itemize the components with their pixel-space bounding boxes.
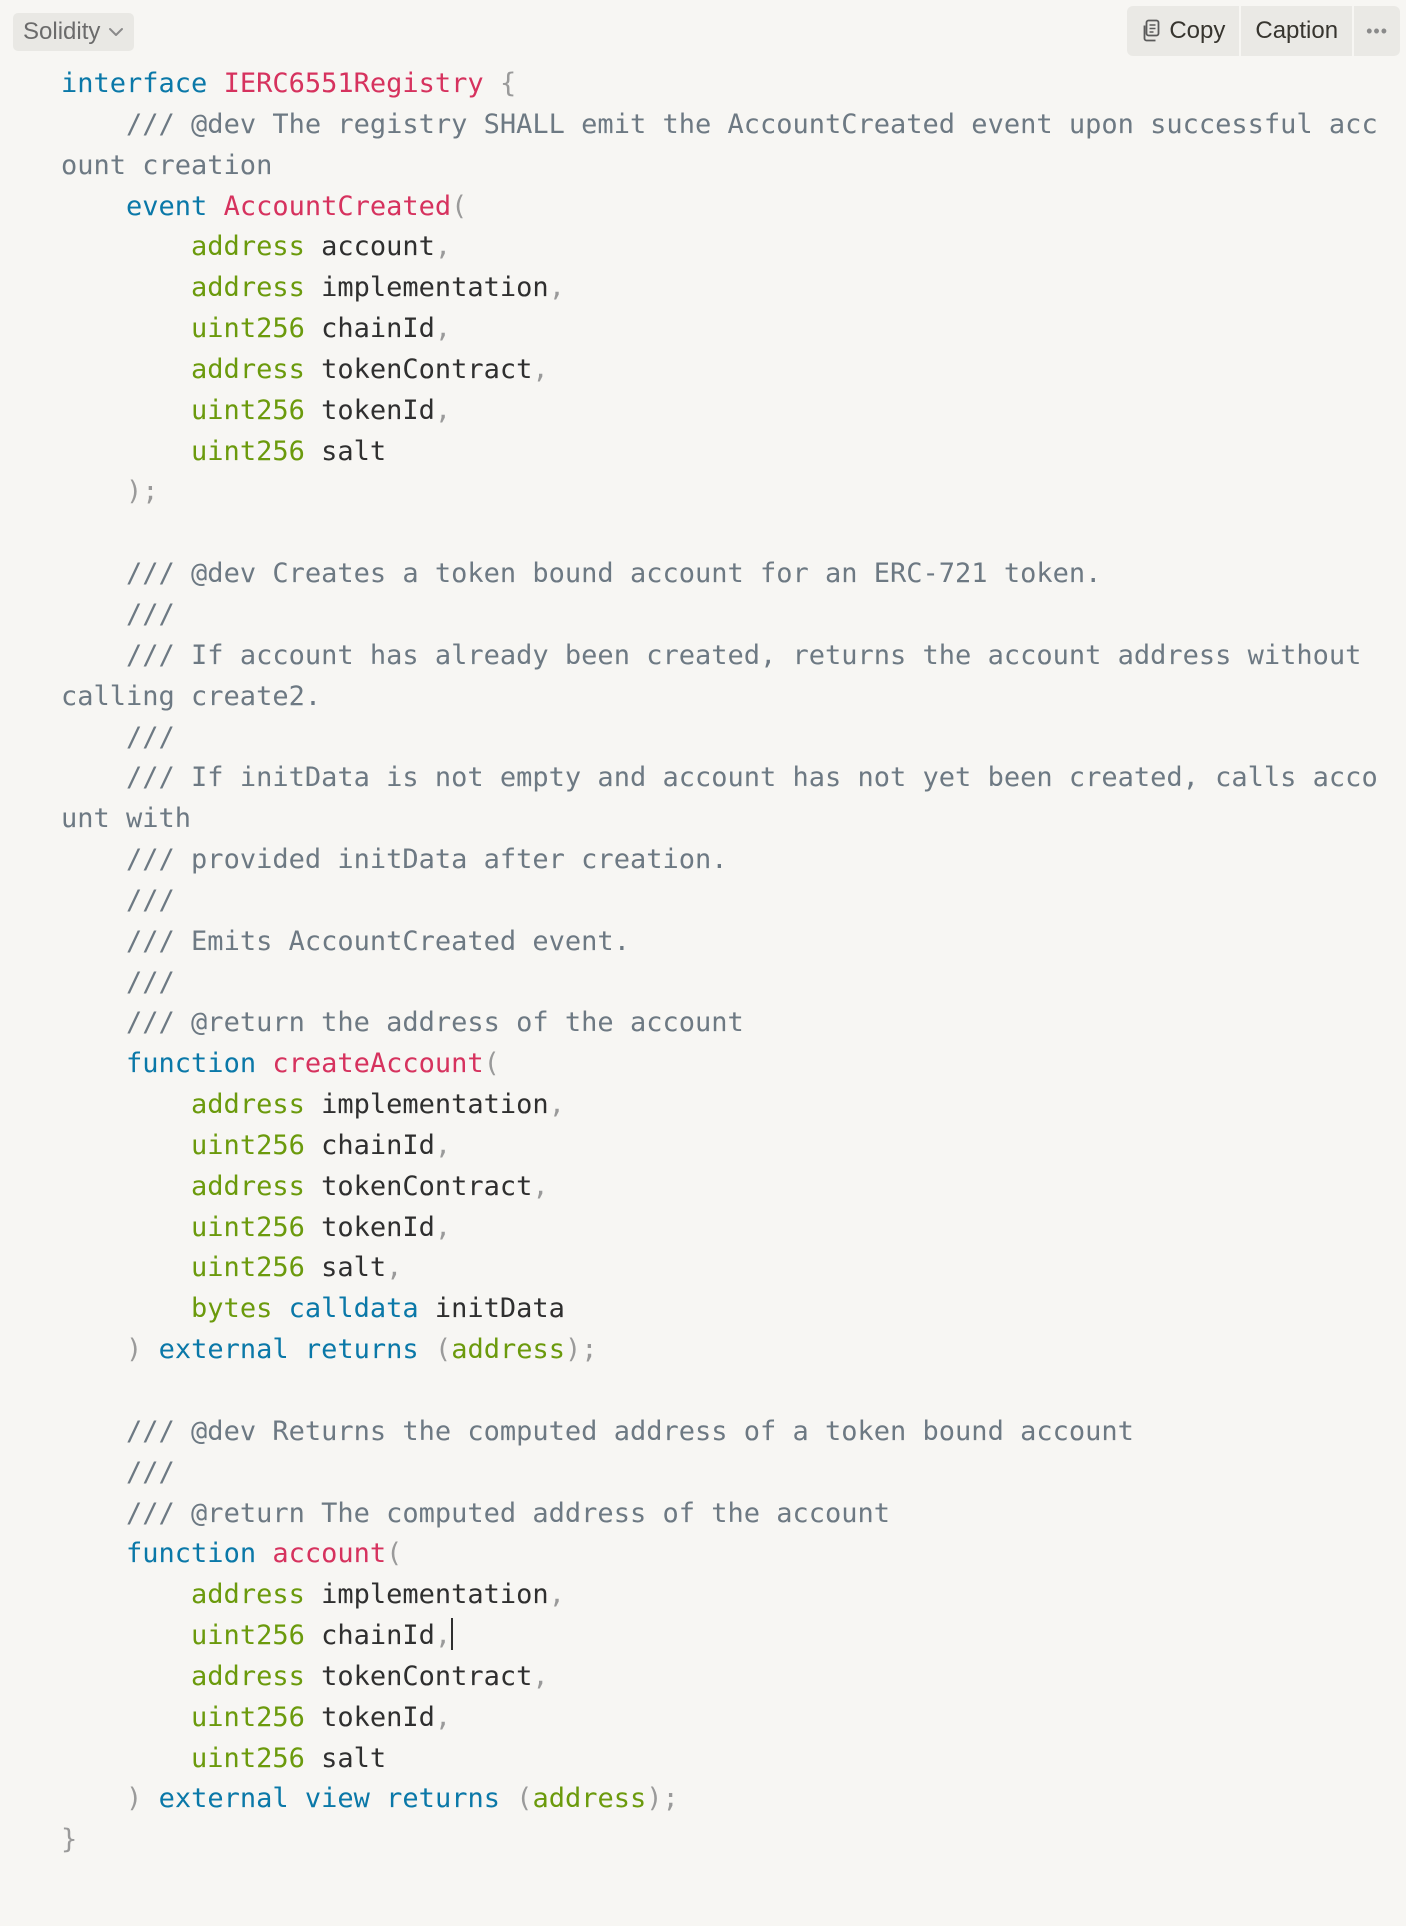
code-line [61,64,1381,105]
identifier-token [61,1538,126,1569]
identifier-token [61,1293,191,1324]
code-line [61,636,1381,718]
punctuation-token: , [548,1579,565,1611]
more-icon: ••• [1366,20,1388,41]
punctuation-token: ( [516,1783,533,1815]
identifier-token: salt [304,435,387,467]
comment-token: /// @return the address of the account [61,1007,744,1039]
identifier-token [272,1293,288,1324]
code-line [61,718,1381,759]
code-line [61,187,1381,228]
code-line [61,1453,1381,1494]
code-line [61,554,1381,595]
code-line [61,268,1381,309]
punctuation-token: , [386,1252,403,1284]
keyword-token: external [158,1334,289,1366]
code-line [61,595,1381,636]
code-line [61,391,1381,432]
code-line [61,105,1381,187]
type-token: uint256 [191,394,305,426]
code-line [61,1126,1381,1167]
punctuation-token: , [532,353,549,385]
language-label: Solidity [23,18,101,45]
identifier-token: implementation [304,1089,549,1121]
identifier-token [61,395,191,426]
keyword-token: external [158,1783,289,1815]
code-line [61,472,1381,513]
language-select[interactable] [13,13,134,51]
comment-token: /// @dev Returns the computed address of a token bound account [61,1415,1134,1447]
identifier-token: tokenContract [304,1170,533,1202]
identifier-token: chainId [304,313,435,345]
name-token: IERC6551Registry [223,68,484,99]
code-line [61,922,1381,963]
type-token: address [191,1170,305,1202]
comment-token: /// [61,1456,175,1488]
code-content[interactable] [61,64,1381,1861]
code-line [61,1044,1381,1085]
punctuation-token: ( [483,1048,500,1080]
type-token: uint256 [191,435,305,467]
keyword-token: event [126,190,208,222]
identifier-token [484,68,500,99]
comment-token: /// [61,884,175,916]
identifier-token: account [304,231,435,263]
copy-label: Copy [1169,17,1226,44]
identifier-token: tokenContract [304,1660,533,1692]
identifier-token [61,1661,191,1692]
chevron-down-icon [108,27,124,37]
type-token: uint256 [191,1129,305,1161]
identifier-token [61,1579,191,1610]
code-line [61,1003,1381,1044]
identifier-token: chainId [304,1620,435,1652]
keyword-token: function [126,1048,257,1080]
keyword-token: interface [61,68,208,99]
identifier-token [61,1620,191,1651]
identifier-token [289,1334,305,1365]
code-line [61,1330,1381,1371]
name-token: AccountCreated [223,190,452,222]
identifier-token [256,1048,272,1079]
identifier-token [61,1212,191,1243]
more-options-button[interactable] [1354,6,1400,56]
identifier-token: tokenContract [304,353,533,385]
punctuation-token: ) [126,1783,143,1815]
code-line [61,1739,1381,1780]
identifier-token [142,1783,158,1814]
punctuation-token: ) [126,1334,143,1366]
name-token: account [272,1538,387,1570]
code-line [61,1534,1381,1575]
identifier-token [61,231,191,262]
identifier-token [61,1743,191,1774]
punctuation-token: } [61,1824,78,1856]
punctuation-token: , [434,1211,452,1243]
punctuation-token: ); [646,1783,679,1815]
identifier-token: tokenId [304,394,435,426]
code-line [61,963,1381,1004]
code-line [61,1820,1381,1861]
code-line [61,1779,1381,1820]
code-line [61,1657,1381,1698]
comment-token: /// [61,598,175,630]
identifier-token [61,1783,126,1814]
code-line [61,881,1381,922]
caption-label: Caption [1255,17,1339,44]
text-caret [451,1618,453,1650]
code-line [61,1412,1381,1453]
identifier-token: tokenId [304,1701,435,1733]
identifier-token: chainId [304,1129,435,1161]
comment-token: /// provided initData after creation. [61,844,728,876]
copy-button[interactable] [1127,6,1241,56]
punctuation-token: ( [386,1538,403,1570]
punctuation-token: , [434,1620,452,1652]
code-line [61,840,1381,881]
punctuation-token: , [434,1701,452,1733]
type-token: address [191,353,305,385]
identifier-token [61,1702,191,1733]
punctuation-token: , [434,1129,452,1161]
punctuation-token: ( [451,190,468,222]
type-token: uint256 [191,1211,305,1243]
keyword-token: returns [386,1783,500,1815]
identifier-token [61,1130,191,1161]
punctuation-token: ); [565,1334,598,1366]
identifier-token [61,436,191,467]
identifier-token: implementation [304,1579,549,1611]
type-token: address [451,1334,565,1366]
type-token: uint256 [191,1252,305,1284]
code-line [61,1208,1381,1249]
identifier-token: salt [304,1252,387,1284]
punctuation-token: , [548,1089,565,1121]
identifier-token: tokenId [304,1211,435,1243]
comment-token: /// If account has already been created, returns the account address without calling create2. [61,639,1378,712]
identifier-token [61,272,191,303]
comment-token: /// Emits AccountCreated event. [61,925,630,957]
code-line [61,1248,1381,1289]
type-token: bytes [191,1293,273,1325]
code-line [61,1698,1381,1739]
identifier-token [61,1252,191,1283]
toolbar-left [13,13,134,51]
type-token: uint256 [191,313,305,345]
comment-token: /// @dev The registry SHALL emit the AccountCreated event upon successful account creation [61,108,1378,181]
comment-token: /// [61,721,175,753]
identifier-token [61,476,126,507]
code-line [61,227,1381,268]
code-line [61,513,1381,554]
caption-button[interactable] [1241,6,1354,56]
comment-token: /// @dev Creates a token bound account for an ERC-721 token. [61,558,1102,590]
punctuation-token: , [434,231,452,263]
code-line [61,350,1381,391]
type-token: address [191,1579,305,1611]
code-block-toolbar [1127,6,1400,56]
code-line [61,1167,1381,1208]
comment-token: /// @return The computed address of the account [61,1497,891,1529]
identifier-token [61,354,191,385]
identifier-token [256,1538,272,1569]
code-line [61,1371,1381,1412]
code-line [61,309,1381,350]
punctuation-token: , [532,1660,549,1692]
punctuation-token: { [499,68,517,99]
identifier-token: implementation [304,272,549,304]
copy-icon [1141,19,1161,43]
comment-token: /// [61,966,175,998]
type-token: address [191,1660,305,1692]
code-line [61,432,1381,473]
identifier-token [207,68,223,99]
identifier-token [142,1334,158,1365]
type-token: address [191,231,305,263]
comment-token: /// If initData is not empty and account has not yet been created, calls account with [61,762,1378,835]
keyword-token: function [126,1538,257,1570]
identifier-token: salt [304,1742,387,1774]
type-token: uint256 [191,1742,305,1774]
punctuation-token: , [532,1170,549,1202]
identifier-token [61,191,126,222]
code-line [61,1575,1381,1616]
identifier-token [289,1783,305,1814]
identifier-token [61,1171,191,1202]
punctuation-token: , [548,272,565,304]
keyword-token: calldata [288,1293,419,1325]
punctuation-token: , [434,394,452,426]
identifier-token [370,1783,386,1814]
identifier-token [207,191,223,222]
identifier-token [61,1089,191,1120]
type-token: address [191,1089,305,1121]
identifier-token [500,1783,516,1814]
identifier-token [419,1334,435,1365]
type-token: address [532,1783,647,1815]
code-line [61,1085,1381,1126]
punctuation-token: ( [434,1334,452,1366]
code-line [61,758,1381,840]
punctuation-token: , [434,313,452,345]
code-line [61,1616,1381,1657]
code-line [61,1289,1381,1330]
identifier-token: initData [418,1293,565,1325]
identifier-token [61,1334,126,1365]
type-token: address [191,272,305,304]
identifier-token [61,1048,126,1079]
type-token: uint256 [191,1620,305,1652]
keyword-token: view [304,1783,370,1815]
keyword-token: returns [304,1334,419,1366]
type-token: uint256 [191,1701,305,1733]
punctuation-token: ); [126,476,159,508]
name-token: createAccount [272,1048,484,1080]
code-line [61,1494,1381,1535]
identifier-token [61,313,191,344]
